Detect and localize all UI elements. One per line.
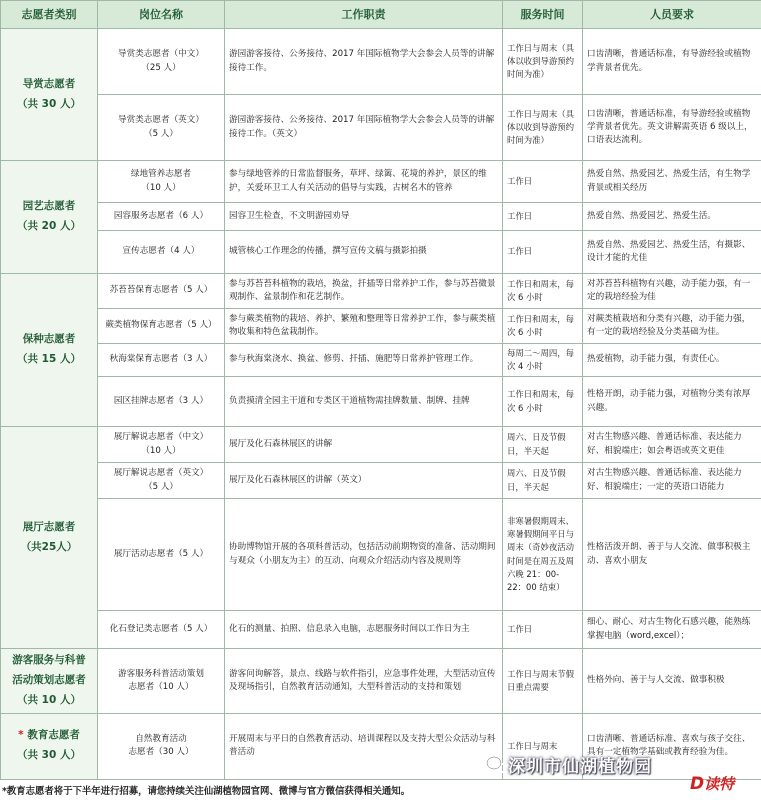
time-cell: 工作日 bbox=[503, 161, 583, 203]
table-row bbox=[1, 29, 761, 95]
table-row bbox=[1, 649, 761, 714]
time-cell: 工作日与周末 bbox=[503, 713, 583, 779]
duty-cell: 开展周末与平日的自然教育活动、培训课程以及支持大型公众活动与科普活动 bbox=[225, 713, 503, 779]
time-cell: 工作日与周末节假日重点需要 bbox=[503, 649, 583, 714]
position-cell: 化石登记类志愿者（5 人） bbox=[98, 611, 225, 649]
time-cell: 工作日和周末，每次 6 小时 bbox=[503, 274, 583, 309]
table-row bbox=[1, 463, 761, 499]
requirement-cell: 热爱自然、热爱园艺、热爱生活。 bbox=[583, 203, 761, 231]
position-cell: 自然教育活动 志愿者（30 人） bbox=[98, 713, 225, 779]
wechat-icon bbox=[486, 755, 506, 775]
table-row bbox=[1, 161, 761, 203]
category-visitor-service: 游客服务与科普 活动策划志愿者 （共 10 人） bbox=[1, 649, 98, 714]
position-cell: 苏苔苔保育志愿者（5 人） bbox=[98, 274, 225, 309]
time-cell: 工作日和周末，每次 6 小时 bbox=[503, 309, 583, 344]
table-row bbox=[1, 274, 761, 309]
duty-cell: 参与蕨类植物的栽培、养护、繁殖和整理等日常养护工作，参与蕨类植物收集和特色盆栽制作。 bbox=[225, 309, 503, 344]
footnote: *教育志愿者将于下半年进行招募，请您持续关注仙湖植物园官网、微博与官方微信获得相关通知。 bbox=[2, 786, 411, 797]
position-cell: 园区挂牌志愿者（3 人） bbox=[98, 377, 225, 427]
time-cell: 周六、日及节假日，半天起 bbox=[503, 427, 583, 463]
time-cell: 工作日 bbox=[503, 231, 583, 274]
table-header-row bbox=[1, 1, 761, 29]
header-category: 志愿者类别 bbox=[1, 1, 98, 29]
position-cell: 导赏类志愿者（英文） （5 人） bbox=[98, 95, 225, 161]
header-service-time: 服务时间 bbox=[503, 1, 583, 29]
table-row bbox=[1, 231, 761, 274]
requirement-cell: 对苏苔苔科植物有兴趣，动手能力强，有一定的栽培经验为佳 bbox=[583, 274, 761, 309]
table-row bbox=[1, 499, 761, 611]
time-cell: 工作日和周末，每次 6 小时 bbox=[503, 377, 583, 427]
position-cell: 游客服务科普活动策划 志愿者（10 人） bbox=[98, 649, 225, 714]
dute-logo: D读特 bbox=[690, 774, 735, 794]
table-row bbox=[1, 309, 761, 344]
header-duties: 工作职责 bbox=[225, 1, 503, 29]
position-cell: 绿地管养志愿者 （10 人） bbox=[98, 161, 225, 203]
watermark: 深圳市仙湖植物园 bbox=[508, 757, 652, 777]
duty-cell: 游园游客接待、公务接待、2017 年国际植物学大会参会人员等的讲解接待工作。 bbox=[225, 29, 503, 95]
duty-cell: 参与秋海棠浇水、换盆、修剪、扦插、施肥等日常养护管理工作。 bbox=[225, 344, 503, 377]
duty-cell: 参与苏苔苔科植物的栽培，换盆，扦插等日常养护工作，参与苏苔微景观制作、盆景制作和花艺制作。 bbox=[225, 274, 503, 309]
duty-cell: 游园游客接待、公务接待、2017 年国际植物学大会参会人员等的讲解接待工作。（英文） bbox=[225, 95, 503, 161]
duty-cell: 展厅及化石森林展区的讲解 bbox=[225, 427, 503, 463]
table-row bbox=[1, 203, 761, 231]
position-cell: 园容服务志愿者（6 人） bbox=[98, 203, 225, 231]
time-cell: 工作日 bbox=[503, 203, 583, 231]
requirement-cell: 性格开朗，动手能力强，对植物分类有浓厚兴趣。 bbox=[583, 377, 761, 427]
category-conservation: 保种志愿者 （共 15 人） bbox=[1, 274, 98, 427]
position-cell: 蕨类植物保育志愿者（5 人） bbox=[98, 309, 225, 344]
header-position: 岗位名称 bbox=[98, 1, 225, 29]
time-cell: 工作日 bbox=[503, 611, 583, 649]
position-cell: 展厅活动志愿者（5 人） bbox=[98, 499, 225, 611]
position-cell: 导赏类志愿者（中文） （25 人） bbox=[98, 29, 225, 95]
requirement-cell: 热爱自然、热爱园艺、热爱生活，有摄影、设计才能的尤佳 bbox=[583, 231, 761, 274]
header-requirements: 人员要求 bbox=[583, 1, 761, 29]
table-row bbox=[1, 427, 761, 463]
requirement-cell: 性格活泼开朗、善于与人交流、做事积极主动、喜欢小朋友 bbox=[583, 499, 761, 611]
duty-cell: 化石的测量、拍照、信息录入电脑，志愿服务时间以工作日为主 bbox=[225, 611, 503, 649]
table-row bbox=[1, 95, 761, 161]
time-cell: 非寒暑假期周末、寒暑假期间平日与周末（奇妙夜活动时间是在周五及周六晚 21：00-22：00 结束） bbox=[503, 499, 583, 611]
requirement-cell: 热爱自然、热爱园艺、热爱生活，有生物学背景或相关经历 bbox=[583, 161, 761, 203]
requirement-cell: 对古生物感兴趣、普通话标准、表达能力好、相貌端庄；一定的英语口语能力 bbox=[583, 463, 761, 499]
table-row bbox=[1, 344, 761, 377]
position-cell: 展厅解说志愿者（英文） （5 人） bbox=[98, 463, 225, 499]
category-horticulture: 园艺志愿者 （共 20 人） bbox=[1, 161, 98, 274]
requirement-cell: 口齿清晰、普通话标准、喜欢与孩子交往、具有一定植物学基础或教育经验为佳。 bbox=[583, 713, 761, 779]
duty-cell: 游客问询解答，景点、线路与软件指引，应急事件处理，大型活动宣传及现场指引，自然教育活动通知，大型科普活动的支持和策划 bbox=[225, 649, 503, 714]
requirement-cell: 对古生物感兴趣、普通话标准、表达能力好、相貌端庄；如会粤语或英文更佳 bbox=[583, 427, 761, 463]
requirement-cell: 热爱植物，动手能力强，有责任心。 bbox=[583, 344, 761, 377]
time-cell: 每周二～周四，每次 4 小时 bbox=[503, 344, 583, 377]
position-cell: 宣传志愿者（4 人） bbox=[98, 231, 225, 274]
duty-cell: 展厅及化石森林展区的讲解（英文） bbox=[225, 463, 503, 499]
duty-cell: 城管核心工作理念的传播，撰写宣传文稿与摄影拍摄 bbox=[225, 231, 503, 274]
asterisk-mark: * bbox=[18, 729, 24, 742]
category-exhibition-hall: 展厅志愿者 （共25人） bbox=[1, 427, 98, 649]
position-cell: 展厅解说志愿者（中文） （10 人） bbox=[98, 427, 225, 463]
table-row bbox=[1, 377, 761, 427]
time-cell: 工作日与周末（具体以收到导游预约时间为准） bbox=[503, 29, 583, 95]
category-guide: 导赏志愿者 （共 30 人） bbox=[1, 29, 98, 161]
logo-d-icon: D bbox=[690, 774, 705, 794]
requirement-cell: 对蕨类植栽培和分类有兴趣，动手能力强，有一定的栽培经验及分类基础为佳。 bbox=[583, 309, 761, 344]
time-cell: 工作日与周末（具体以收到导游预约时间为准） bbox=[503, 95, 583, 161]
duty-cell: 负责摸清全园主干道和专类区干道植物需挂牌数量、制牌、挂牌 bbox=[225, 377, 503, 427]
requirement-cell: 口齿清晰，普通话标准，有导游经验或植物学背景者优先。英文讲解需英语 6 级以上，口语表达流利。 bbox=[583, 95, 761, 161]
requirement-cell: 性格外向、善于与人交流、做事积极 bbox=[583, 649, 761, 714]
duty-cell: 协助博物馆开展的各项科普活动，包括活动前期物资的准备、活动期间与观众（小朋友为主）的互动、向观众介绍活动内容及规则等 bbox=[225, 499, 503, 611]
duty-cell: 参与绿地管养的日常监督服务，草坪、绿篱、花境的养护，景区的维护，关爱环卫工人有关活动的倡导与实践，古树名木的管养 bbox=[225, 161, 503, 203]
requirement-cell: 口齿清晰，普通话标准，有导游经验或植物学背景者优先。 bbox=[583, 29, 761, 95]
table-row bbox=[1, 611, 761, 649]
time-cell: 周六、日及节假日，半天起 bbox=[503, 463, 583, 499]
category-education: * 教育志愿者 （共 30 人） bbox=[1, 713, 98, 779]
position-cell: 秋海棠保育志愿者（3 人） bbox=[98, 344, 225, 377]
duty-cell: 园容卫生检查，不文明游园劝导 bbox=[225, 203, 503, 231]
requirement-cell: 细心、耐心、对古生物化石感兴趣，能熟练掌握电脑（word,excel）； bbox=[583, 611, 761, 649]
